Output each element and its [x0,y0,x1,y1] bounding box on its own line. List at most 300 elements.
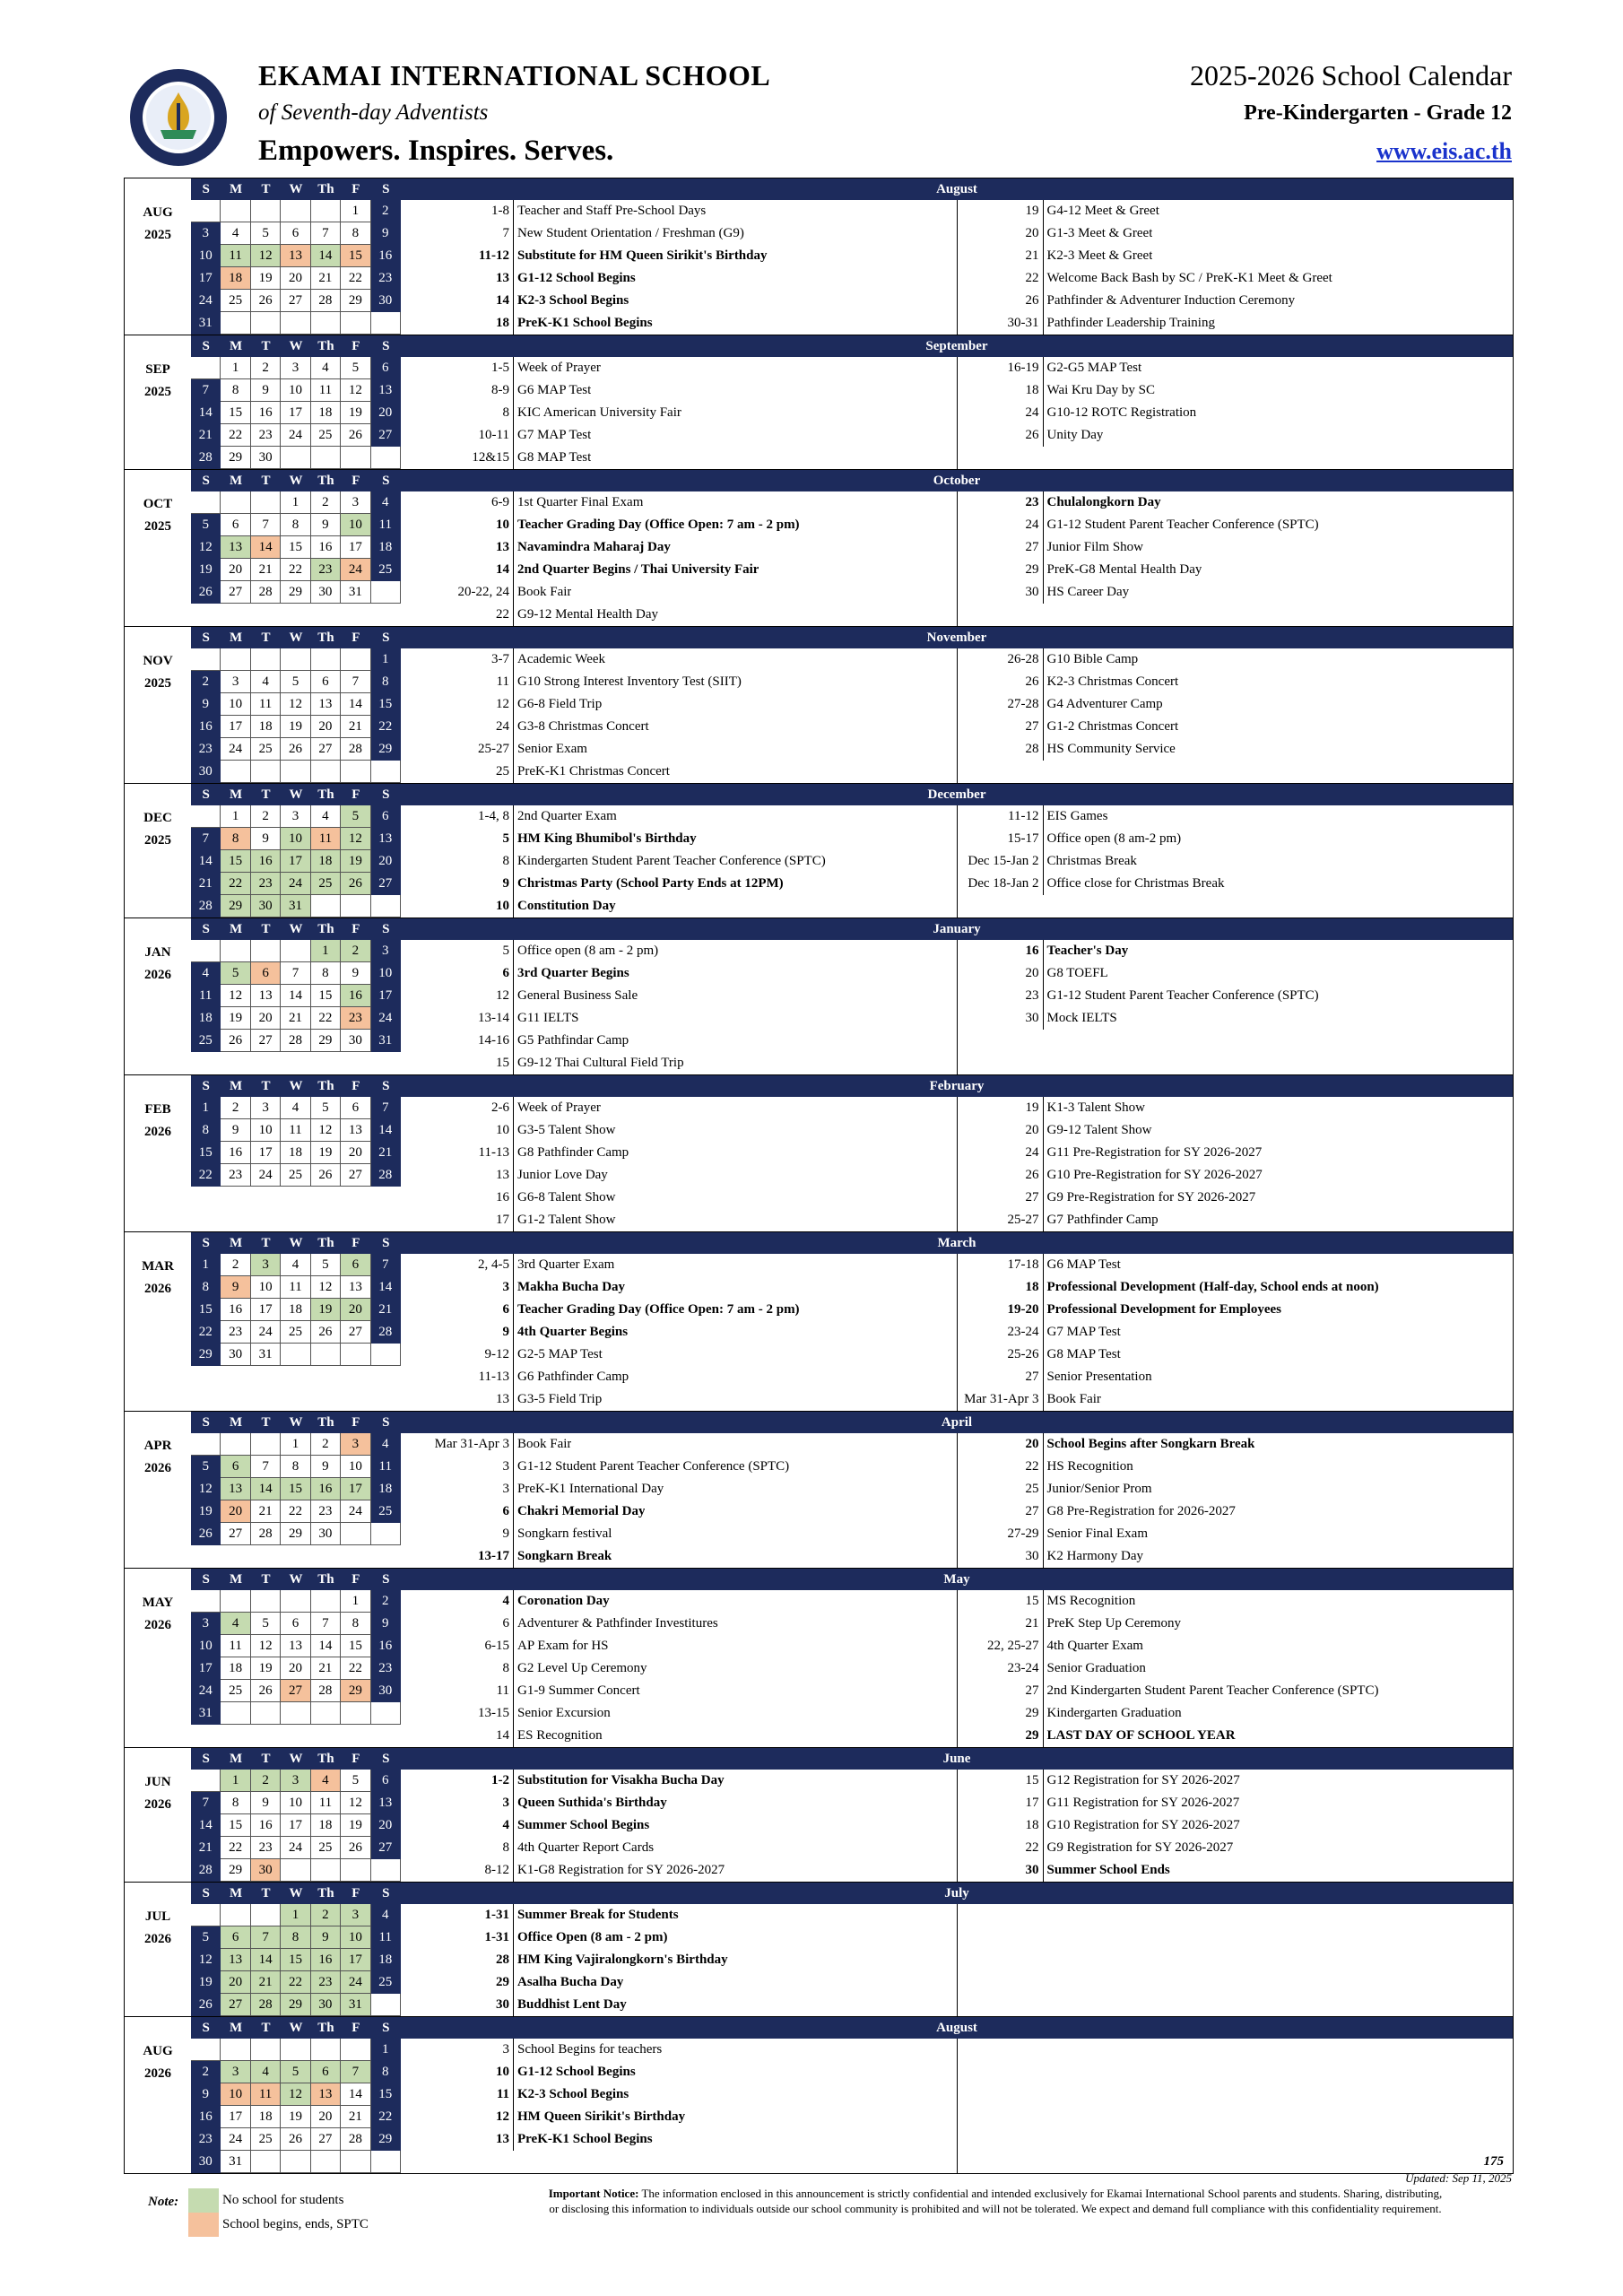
events-right [957,648,1514,783]
event-date: 13-15 [401,1702,514,1725]
school-logo-icon [128,67,229,168]
calendar-day: 22 [311,1007,341,1030]
calendar-day: 7 [191,379,221,402]
day-name: T [261,1415,271,1430]
calendar-empty [251,1590,281,1613]
month-header [125,627,1513,648]
calendar-day: 8 [341,1613,370,1635]
calendar-day: 23 [311,559,341,581]
day-name: M [230,1752,243,1766]
events-right [957,805,1514,918]
calendar-empty [221,491,250,514]
event-title: G1-12 Student Parent Teacher Conference (SPTC) [1046,988,1319,1003]
calendar-day: 27 [281,1680,310,1702]
calendar-day: 21 [311,1657,341,1680]
event-row [401,693,957,716]
calendar-day: 17 [191,267,221,290]
calendar-day: 20 [341,1299,370,1321]
calendar-day: 31 [251,1344,281,1366]
event-date: 4 [401,1590,514,1613]
event-row [401,873,957,895]
event-title: Navamindra Maharaj Day [517,540,671,554]
calendar-day: 8 [221,1792,250,1814]
calendar-day: 30 [191,761,221,783]
calendar-empty [371,761,401,783]
calendar-empty [371,1344,401,1366]
event-row [401,424,957,447]
event-date: 25-27 [958,1209,1044,1231]
event-title: G10 Strong Interest Inventory Test (SIIT) [517,674,742,689]
calendar-day: 19 [341,402,370,424]
event-title: G10 Pre-Registration for SY 2026-2027 [1046,1168,1263,1182]
event-date: 23-24 [958,1321,1044,1344]
calendar-day: 16 [191,716,221,738]
event-row [958,1456,1514,1478]
event-title: G1-9 Summer Concert [517,1683,640,1698]
event-row [401,491,957,514]
event-row [958,1859,1514,1882]
calendar-day: 8 [221,379,250,402]
calendar-day: 8 [191,1276,221,1299]
calendar-day: 30 [221,1344,250,1366]
event-date: Dec 18-Jan 2 [958,873,1044,895]
calendar-day: 8 [281,1456,310,1478]
calendar-day: 28 [191,895,221,918]
month-year: 2026 [144,2066,171,2081]
calendar-day: 8 [281,514,310,536]
calendar-day: 25 [251,2128,281,2151]
month-year: 2026 [144,1618,171,1632]
event-row [401,1321,957,1344]
event-date: 6 [401,962,514,985]
calendar-day: 15 [221,850,250,873]
calendar-empty [251,2039,281,2061]
calendar-day: 13 [221,536,250,559]
calendar-day: 16 [191,2106,221,2128]
event-title: Office open (8 am - 2 pm) [517,944,659,958]
event-date: 30 [958,581,1044,604]
calendar-day: 28 [191,447,221,469]
day-name: M [230,787,243,802]
events-right [957,2039,1514,2173]
event-date: 29 [958,559,1044,581]
calendar-day: 27 [341,1164,370,1187]
event-row [958,1523,1514,1545]
calendar-day: 18 [251,716,281,738]
updated-date: Updated: Sep 11, 2025 [1405,2171,1512,2185]
calendar-day: 3 [341,1904,370,1926]
calendar-day: 15 [191,1299,221,1321]
calendar-day: 16 [251,1814,281,1837]
calendar-day: 30 [191,2151,221,2173]
event-date: 29 [958,1725,1044,1747]
day-name: M [230,182,243,196]
month-name: August [401,2017,1513,2039]
calendar-day: 31 [191,312,221,335]
calendar-day: 18 [371,1478,401,1500]
calendar-day: 23 [371,267,401,290]
calendar-day: 30 [251,1859,281,1882]
calendar-day: 26 [341,424,370,447]
calendar-day: 20 [281,1657,310,1680]
event-row [958,559,1514,581]
calendar-day: 17 [191,1657,221,1680]
event-date: 2-6 [401,1097,514,1119]
event-row [401,245,957,267]
calendar-day: 25 [311,1837,341,1859]
event-title: PreK-K1 Christmas Concert [517,764,670,778]
event-title: G6-8 Field Trip [517,697,603,711]
event-date: 5 [401,828,514,850]
month-abbr: APR [143,1439,172,1453]
event-row [401,1926,957,1949]
calendar-day: 2 [341,940,370,962]
calendar-day: 2 [311,1904,341,1926]
event-date: 28 [401,1949,514,1971]
day-name: S [382,922,390,936]
event-date: 6 [401,1500,514,1523]
event-title: Unity Day [1046,428,1104,442]
calendar-day: 21 [341,2106,370,2128]
event-date: 11-13 [401,1366,514,1388]
day-name: S [202,339,210,353]
calendar-day: 16 [221,1299,250,1321]
event-date: 27-29 [958,1523,1044,1545]
day-name: S [382,1886,390,1900]
month-year: 2025 [144,519,171,534]
event-row [958,716,1514,738]
event-title: G3-5 Talent Show [517,1123,616,1137]
events-right [957,1097,1514,1231]
event-row [401,559,957,581]
calendar-day: 11 [251,2083,281,2106]
calendar-day: 2 [371,1590,401,1613]
calendar-empty [191,1433,221,1456]
month-abbr: MAY [142,1596,174,1610]
events-right [957,940,1514,1074]
event-date: 20 [958,222,1044,245]
calendar-day: 30 [371,1680,401,1702]
day-name: F [352,1752,360,1766]
calendar-empty [221,761,250,783]
day-name: T [261,1752,271,1766]
calendar-day: 20 [311,2106,341,2128]
event-title: New Student Orientation / Freshman (G9) [517,226,744,240]
day-names [191,1569,401,1590]
event-row [401,1433,957,1456]
event-title: G1-12 School Begins [517,271,636,285]
event-date: 8 [401,850,514,873]
event-title: Senior Presentation [1046,1370,1152,1384]
event-date: 16 [401,1187,514,1209]
calendar-day: 15 [281,536,310,559]
month-abbr: JUL [144,1909,171,1924]
month-section [125,335,1513,469]
event-row [401,1635,957,1657]
calendar-day: 22 [191,1321,221,1344]
event-row [958,424,1514,447]
event-date: 6-9 [401,491,514,514]
event-date: 27 [958,1680,1044,1702]
month-section [125,783,1513,918]
event-title: Wai Kru Day by SC [1046,383,1155,397]
event-title: Christmas Party (School Party Ends at 12PM) [517,876,784,891]
event-title: K2 Harmony Day [1046,1549,1143,1563]
month-abbr: JAN [144,945,171,960]
event-row [401,1366,957,1388]
event-date: 24 [958,1142,1044,1164]
event-title: Songkarn Break [517,1549,612,1563]
calendar-day: 8 [371,671,401,693]
calendar-day: 15 [371,693,401,716]
day-name: M [230,922,243,936]
calendar-day: 24 [341,1971,370,1994]
calendar-empty [311,447,341,469]
event-title: Teacher Grading Day (Office Open: 7 am - 2 pm) [517,517,800,532]
mini-calendar [191,648,401,783]
calendar-empty [251,312,281,335]
calendar-day: 9 [221,1119,250,1142]
event-title: G8 TOEFL [1046,966,1108,980]
calendar-day: 6 [371,805,401,828]
event-date: 22 [958,267,1044,290]
event-title: G6-8 Talent Show [517,1190,616,1205]
calendar-day: 9 [251,379,281,402]
calendar-day: 3 [221,671,250,693]
month-label [125,357,191,469]
event-row [958,1814,1514,1837]
event-date: 25 [958,1478,1044,1500]
calendar-day: 21 [281,1007,310,1030]
calendar-day: 27 [221,1523,250,1545]
calendar-day: 10 [251,1276,281,1299]
calendar-day: 10 [341,1926,370,1949]
calendar-empty [221,648,250,671]
event-title: K2-3 School Begins [517,293,629,308]
month-year: 2026 [144,1282,171,1296]
day-name: F [352,1886,360,1900]
event-title: G3-5 Field Trip [517,1392,603,1406]
events-left [401,940,957,1074]
event-row [401,850,957,873]
event-title: G4 Adventurer Camp [1046,697,1163,711]
calendar-day: 7 [371,1254,401,1276]
event-row [958,312,1514,335]
event-title: G8 MAP Test [1046,1347,1121,1361]
calendar-empty [281,200,310,222]
month-body [125,1770,1513,1882]
month-name: March [401,1232,1513,1254]
event-date: 25-27 [401,738,514,761]
calendar-day: 30 [341,1030,370,1052]
calendar-empty [311,761,341,783]
calendar-day: 2 [251,357,281,379]
calendar-day: 1 [191,1254,221,1276]
event-title: G11 Registration for SY 2026-2027 [1046,1796,1240,1810]
event-row [958,648,1514,671]
calendar-day: 11 [371,1456,401,1478]
calendar-day: 21 [191,424,221,447]
calendar-day: 26 [341,1837,370,1859]
calendar-day: 19 [311,1142,341,1164]
calendar-day: 25 [311,424,341,447]
calendar-day: 1 [371,648,401,671]
calendar-day: 15 [281,1478,310,1500]
event-title: Book Fair [517,585,572,599]
event-title: Substitute for HM Queen Sirikit's Birthday [517,248,768,263]
month-abbr: FEB [144,1102,171,1117]
event-title: 4th Quarter Begins [517,1325,629,1339]
event-date: 15-17 [958,828,1044,850]
event-title: 2nd Quarter Begins / Thai University Fair [517,562,759,577]
day-name: T [261,339,271,353]
calendar-empty [341,1344,370,1366]
events-left [401,1433,957,1568]
mini-calendar [191,2039,401,2173]
event-date: 11-13 [401,1142,514,1164]
calendar-day: 29 [281,1523,310,1545]
event-title: HM King Vajiralongkorn's Birthday [517,1952,728,1967]
calendar-day: 26 [281,738,310,761]
event-title: LAST DAY OF SCHOOL YEAR [1046,1728,1236,1743]
calendar-day: 22 [281,1500,310,1523]
calendar-day: 11 [311,1792,341,1814]
calendar-day: 17 [341,1949,370,1971]
calendar-day: 6 [371,1770,401,1792]
calendar-day: 18 [281,1142,310,1164]
day-name: S [202,1236,210,1250]
calendar-day: 20 [371,850,401,873]
calendar-day: 27 [281,290,310,312]
calendar-day: 15 [371,2083,401,2106]
event-row [958,1500,1514,1523]
calendar-day: 18 [311,402,341,424]
event-title: HM King Bhumibol's Birthday [517,831,697,846]
event-date: 14 [401,290,514,312]
event-title: 3rd Quarter Exam [517,1257,615,1272]
event-date: 10 [401,1119,514,1142]
event-title: K2-3 Meet & Greet [1046,248,1153,263]
day-names [191,627,401,648]
day-name: Th [317,1752,334,1766]
calendar-day: 1 [191,1097,221,1119]
event-title: G5 Pathfindar Camp [517,1033,629,1048]
calendar-day: 19 [311,1299,341,1321]
event-date: 18 [958,379,1044,402]
day-name: S [382,182,390,196]
day-name: Th [317,182,334,196]
event-title: Office open (8 am-2 pm) [1046,831,1182,846]
event-title: Week of Prayer [517,361,601,375]
calendar-day: 16 [311,1478,341,1500]
month-name: January [401,918,1513,940]
calendar-day: 31 [371,1030,401,1052]
events-left [401,200,957,335]
event-date: 30-31 [958,312,1044,335]
calendar-empty [371,1523,401,1545]
calendar-day: 19 [191,559,221,581]
day-name: S [382,1752,390,1766]
event-date: 6-15 [401,1635,514,1657]
calendar-day: 23 [341,1007,370,1030]
calendar-day: 13 [281,245,310,267]
calendar-day: 20 [221,1500,250,1523]
calendar-day: 18 [191,1007,221,1030]
calendar-day: 21 [191,1837,221,1859]
event-title: Mock IELTS [1046,1011,1117,1025]
calendar-day: 2 [311,491,341,514]
calendar-day: 1 [281,1904,310,1926]
event-title: Pathfinder Leadership Training [1046,316,1215,330]
event-row [958,222,1514,245]
calendar-day: 27 [221,581,250,604]
event-title: KIC American University Fair [517,405,681,420]
website-link[interactable]: www.eis.ac.th [1376,138,1512,164]
event-date: 27-28 [958,693,1044,716]
event-title: Songkarn festival [517,1526,612,1541]
day-name: S [382,1236,390,1250]
calendar-empty [281,940,310,962]
day-name: Th [317,474,334,488]
event-date: 8-12 [401,1859,514,1882]
day-name: W [289,2021,303,2035]
event-date: 27 [958,1187,1044,1209]
calendar-day: 10 [251,1119,281,1142]
month-label [125,648,191,783]
event-row [958,873,1514,895]
calendar-day: 20 [221,1971,250,1994]
month-header [125,1569,1513,1590]
calendar-day: 11 [311,379,341,402]
event-title: G10 Registration for SY 2026-2027 [1046,1818,1240,1832]
event-date: 19 [958,1097,1044,1119]
calendar-day: 22 [221,424,250,447]
calendar-day: 3 [341,491,370,514]
calendar-day: 24 [221,738,250,761]
event-row [401,1388,957,1411]
calendar-day: 9 [311,1926,341,1949]
month-label [125,1904,191,2016]
day-name: M [230,339,243,353]
calendar-day: 26 [311,1321,341,1344]
event-date: 12 [401,2106,514,2128]
month-abbr: DEC [143,811,172,825]
event-date: 13 [401,536,514,559]
day-name: Th [317,1236,334,1250]
event-date: 14-16 [401,1030,514,1052]
event-title: 1st Quarter Final Exam [517,495,644,509]
school-subtitle: of Seventh-day Adventists [258,100,489,125]
event-date: 1-31 [401,1904,514,1926]
event-date: 6 [401,1299,514,1321]
calendar-day: 3 [281,1770,310,1792]
event-title: School Begins after Songkarn Break [1046,1437,1255,1451]
day-name: Th [317,339,334,353]
event-title: G9-12 Mental Health Day [517,607,659,622]
month-label [125,200,191,335]
calendar-empty [191,940,221,962]
event-date: 20 [958,962,1044,985]
mini-calendar [191,1097,401,1231]
event-date: 25-26 [958,1344,1044,1366]
calendar-day: 1 [281,491,310,514]
calendar-day: 29 [341,1680,370,1702]
calendar-day: 27 [221,1994,250,2016]
day-name: S [382,339,390,353]
events-left [401,1770,957,1882]
calendar-day: 16 [311,1949,341,1971]
event-row [958,1792,1514,1814]
